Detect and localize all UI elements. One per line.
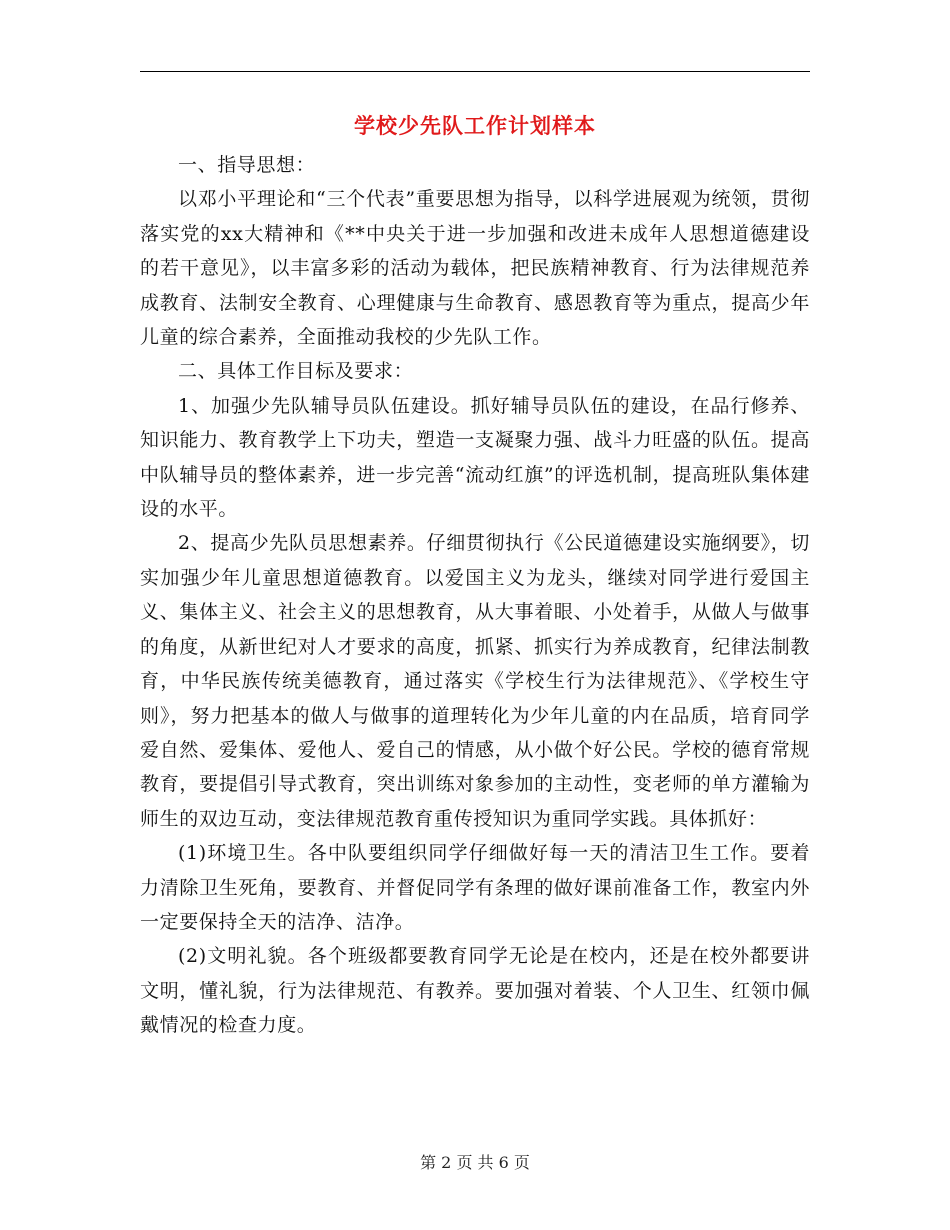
section-heading-guiding-ideology: 一、指导思想：	[178, 154, 316, 176]
header-rule	[140, 71, 810, 72]
document-body	[140, 148, 810, 1043]
paragraph-goal-2: 2、提高少先队员思想素养。仔细贯彻执行《公民道德建设实施纲要》，切实加强少年儿童思想道德教育。以爱国主义为龙头，继续对同学进行爱国主义、集体主义、社会主义的思想教育，从大事着眼、小处着手，从做人与做事的角度，从新世纪对人才要求的高度，抓紧、抓实行为养成教育，纪律法制教育，中华民族传统美德教育，通过落实《学校生行为法律规范》、《学校生守则》，努力把基本的做人与做事的道理转化为少年儿童的内在品质，培育同学爱自然、爱集体、爱他人、爱自己的情感，从小做个好公民。学校的德育常规教育，要提倡引导式教育，突出训练对象参加的主动性，变老师的单方灌输为师生的双边互动，变法律规范教育重传授知识为重同学实践。具体抓好：	[140, 532, 810, 830]
paragraph-item-1: (1)环境卫生。各中队要组织同学仔细做好每一天的清洁卫生工作。要着力清除卫生死角，要教育、并督促同学有条理的做好课前准备工作，教室内外一定要保持全天的洁净、洁净。	[140, 842, 810, 933]
page-indicator: 第 2 页 共 6 页	[420, 1153, 530, 1172]
paragraph-guiding-ideology: 以邓小平理论和“三个代表”重要思想为指导，以科学进展观为统领，贯彻落实党的xx大精神和《**中央关于进一步加强和改进未成年人思想道德建设的若干意见》，以丰富多彩的活动为载体，把民族精神教育、行为法律规范养成教育、法制安全教育、心理健康与生命教育、感恩教育等为重点，提高少年儿童的综合素养，全面推动我校的少先队工作。	[140, 188, 810, 349]
paragraph-item-2: (2)文明礼貌。各个班级都要教育同学无论是在校内，还是在校外都要讲文明，懂礼貌，行为法律规范、有教养。要加强对着装、个人卫生、红领巾佩戴情况的检查力度。	[140, 945, 810, 1037]
paragraph-goal-1: 1、加强少先队辅导员队伍建设。抓好辅导员队伍的建设，在品行修养、知识能力、教育教学上下功夫，塑造一支凝聚力强、战斗力旺盛的队伍。提高中队辅导员的整体素养，进一步完善“流动红旗”的评选机制，提高班队集体建设的水平。	[140, 394, 810, 521]
section-heading-work-goals: 二、具体工作目标及要求：	[178, 360, 414, 383]
document-title: 学校少先队工作计划样本	[354, 113, 596, 138]
